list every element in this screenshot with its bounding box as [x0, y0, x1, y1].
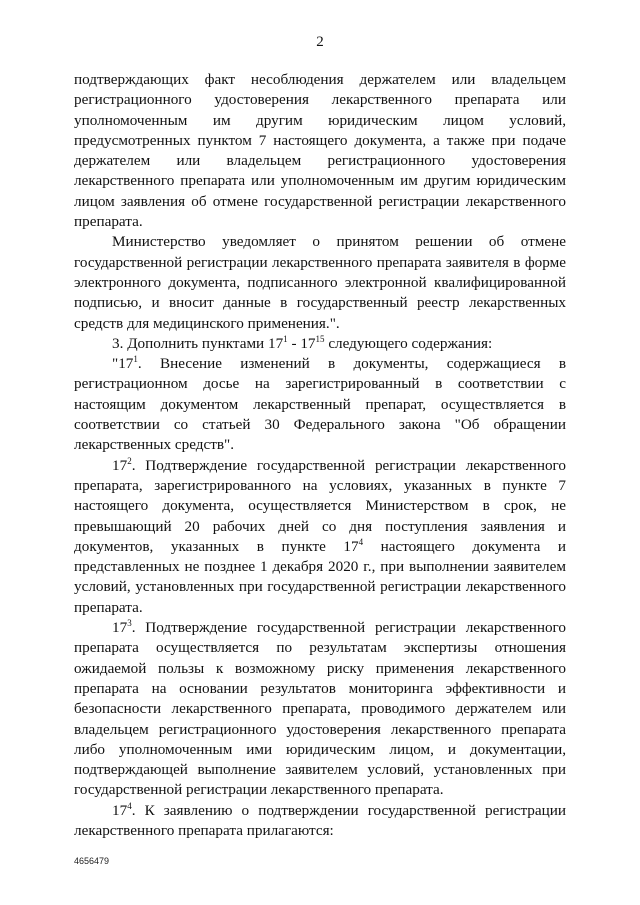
document-code: 4656479 — [74, 856, 110, 866]
page-number: 2 — [316, 34, 324, 50]
p3-sup-1: 1 — [283, 333, 288, 344]
paragraph-17-1 — [74, 354, 566, 455]
p3-text-mid: - 17 — [287, 334, 316, 352]
p7-sup: 4 — [127, 800, 132, 811]
p5-number: 17 — [112, 456, 128, 474]
p4-number: "17 — [112, 355, 134, 373]
p3-text-post: следующего содержания: — [324, 334, 493, 352]
paragraph-17-3 — [74, 618, 566, 801]
document-body — [74, 70, 566, 841]
p7-number: 17 — [112, 801, 128, 819]
p4-text: . Внесение изменений в документы, содержащиеся в регистрационном досье на зарегистрированный в соответствии с настоящим документом лекарственный препарат, осуществляется в соответствии со статьей 30 Федерального закона "Об обращении лекарственных средств". — [74, 355, 566, 454]
p3-text-pre: 3. Дополнить пунктами 17 — [112, 334, 284, 352]
p7-text: . К заявлению о подтверждении государственной регистрации лекарственного препарата прилагаются: — [74, 801, 566, 839]
paragraph-17-2 — [74, 456, 566, 618]
paragraph-1: подтверждающих факт несоблюдения держателем или владельцем регистрационного удостоверения лекарственного препарата или уполномоченным им другим юридическим лицом условий, предусмотренных пунктом 7 настоящего документа, а также при подаче держателем или владельцем регистрационного удостоверения лекарственного препарата или уполномоченным им другим юридическим лицом заявления об отмене государственной регистрации лекарственного препарата. — [74, 71, 566, 231]
p4-sup: 1 — [133, 354, 138, 365]
p5-text-2: настоящего документа и представленных не позднее 1 декабря 2020 г., при выполнении заявителем условий, установленных при государственной регистрации лекарственного препарата. — [74, 537, 566, 616]
p5-sup-ref: 4 — [358, 536, 364, 547]
p5-text-1: . Подтверждение государственной регистрации лекарственного препарата, зарегистрированного на условиях, указанных в пункте 7 настоящего документа, осуществляется Министерством в срок, не превышающий 20 рабочих дней со дня поступления заявления и документов, указанных в пункте 17 — [74, 456, 566, 555]
paragraph-17-4 — [74, 801, 566, 842]
p5-sup: 2 — [127, 455, 132, 466]
paragraph-3 — [74, 334, 566, 354]
p3-sup-2: 15 — [315, 333, 325, 344]
paragraph-2: Министерство уведомляет о принятом решении об отмене государственной регистрации лекарственного препарата заявителя в форме электронного документа, подписанного электронной квалифицированной подписью, и вносит данные в государственный реестр лекарственных средств для медицинского применения.". — [74, 233, 566, 332]
p6-number: 17 — [112, 619, 128, 637]
p6-sup: 3 — [127, 618, 132, 629]
p6-text: . Подтверждение государственной регистрации лекарственного препарата осуществляется по результатам экспертизы отношения ожидаемой пользы к возможному риску применения лекарственного препарата на основании результатов мониторинга эффективности и безопасности лекарственного препарата, проводимого держателем или владельцем регистрационного удостоверения лекарственного препарата либо уполномоченным ими юридическим лицом, и документации, подтверждающей выполнение заявителем условий, установленных при государственной регистрации лекарственного препарата. — [74, 619, 566, 799]
